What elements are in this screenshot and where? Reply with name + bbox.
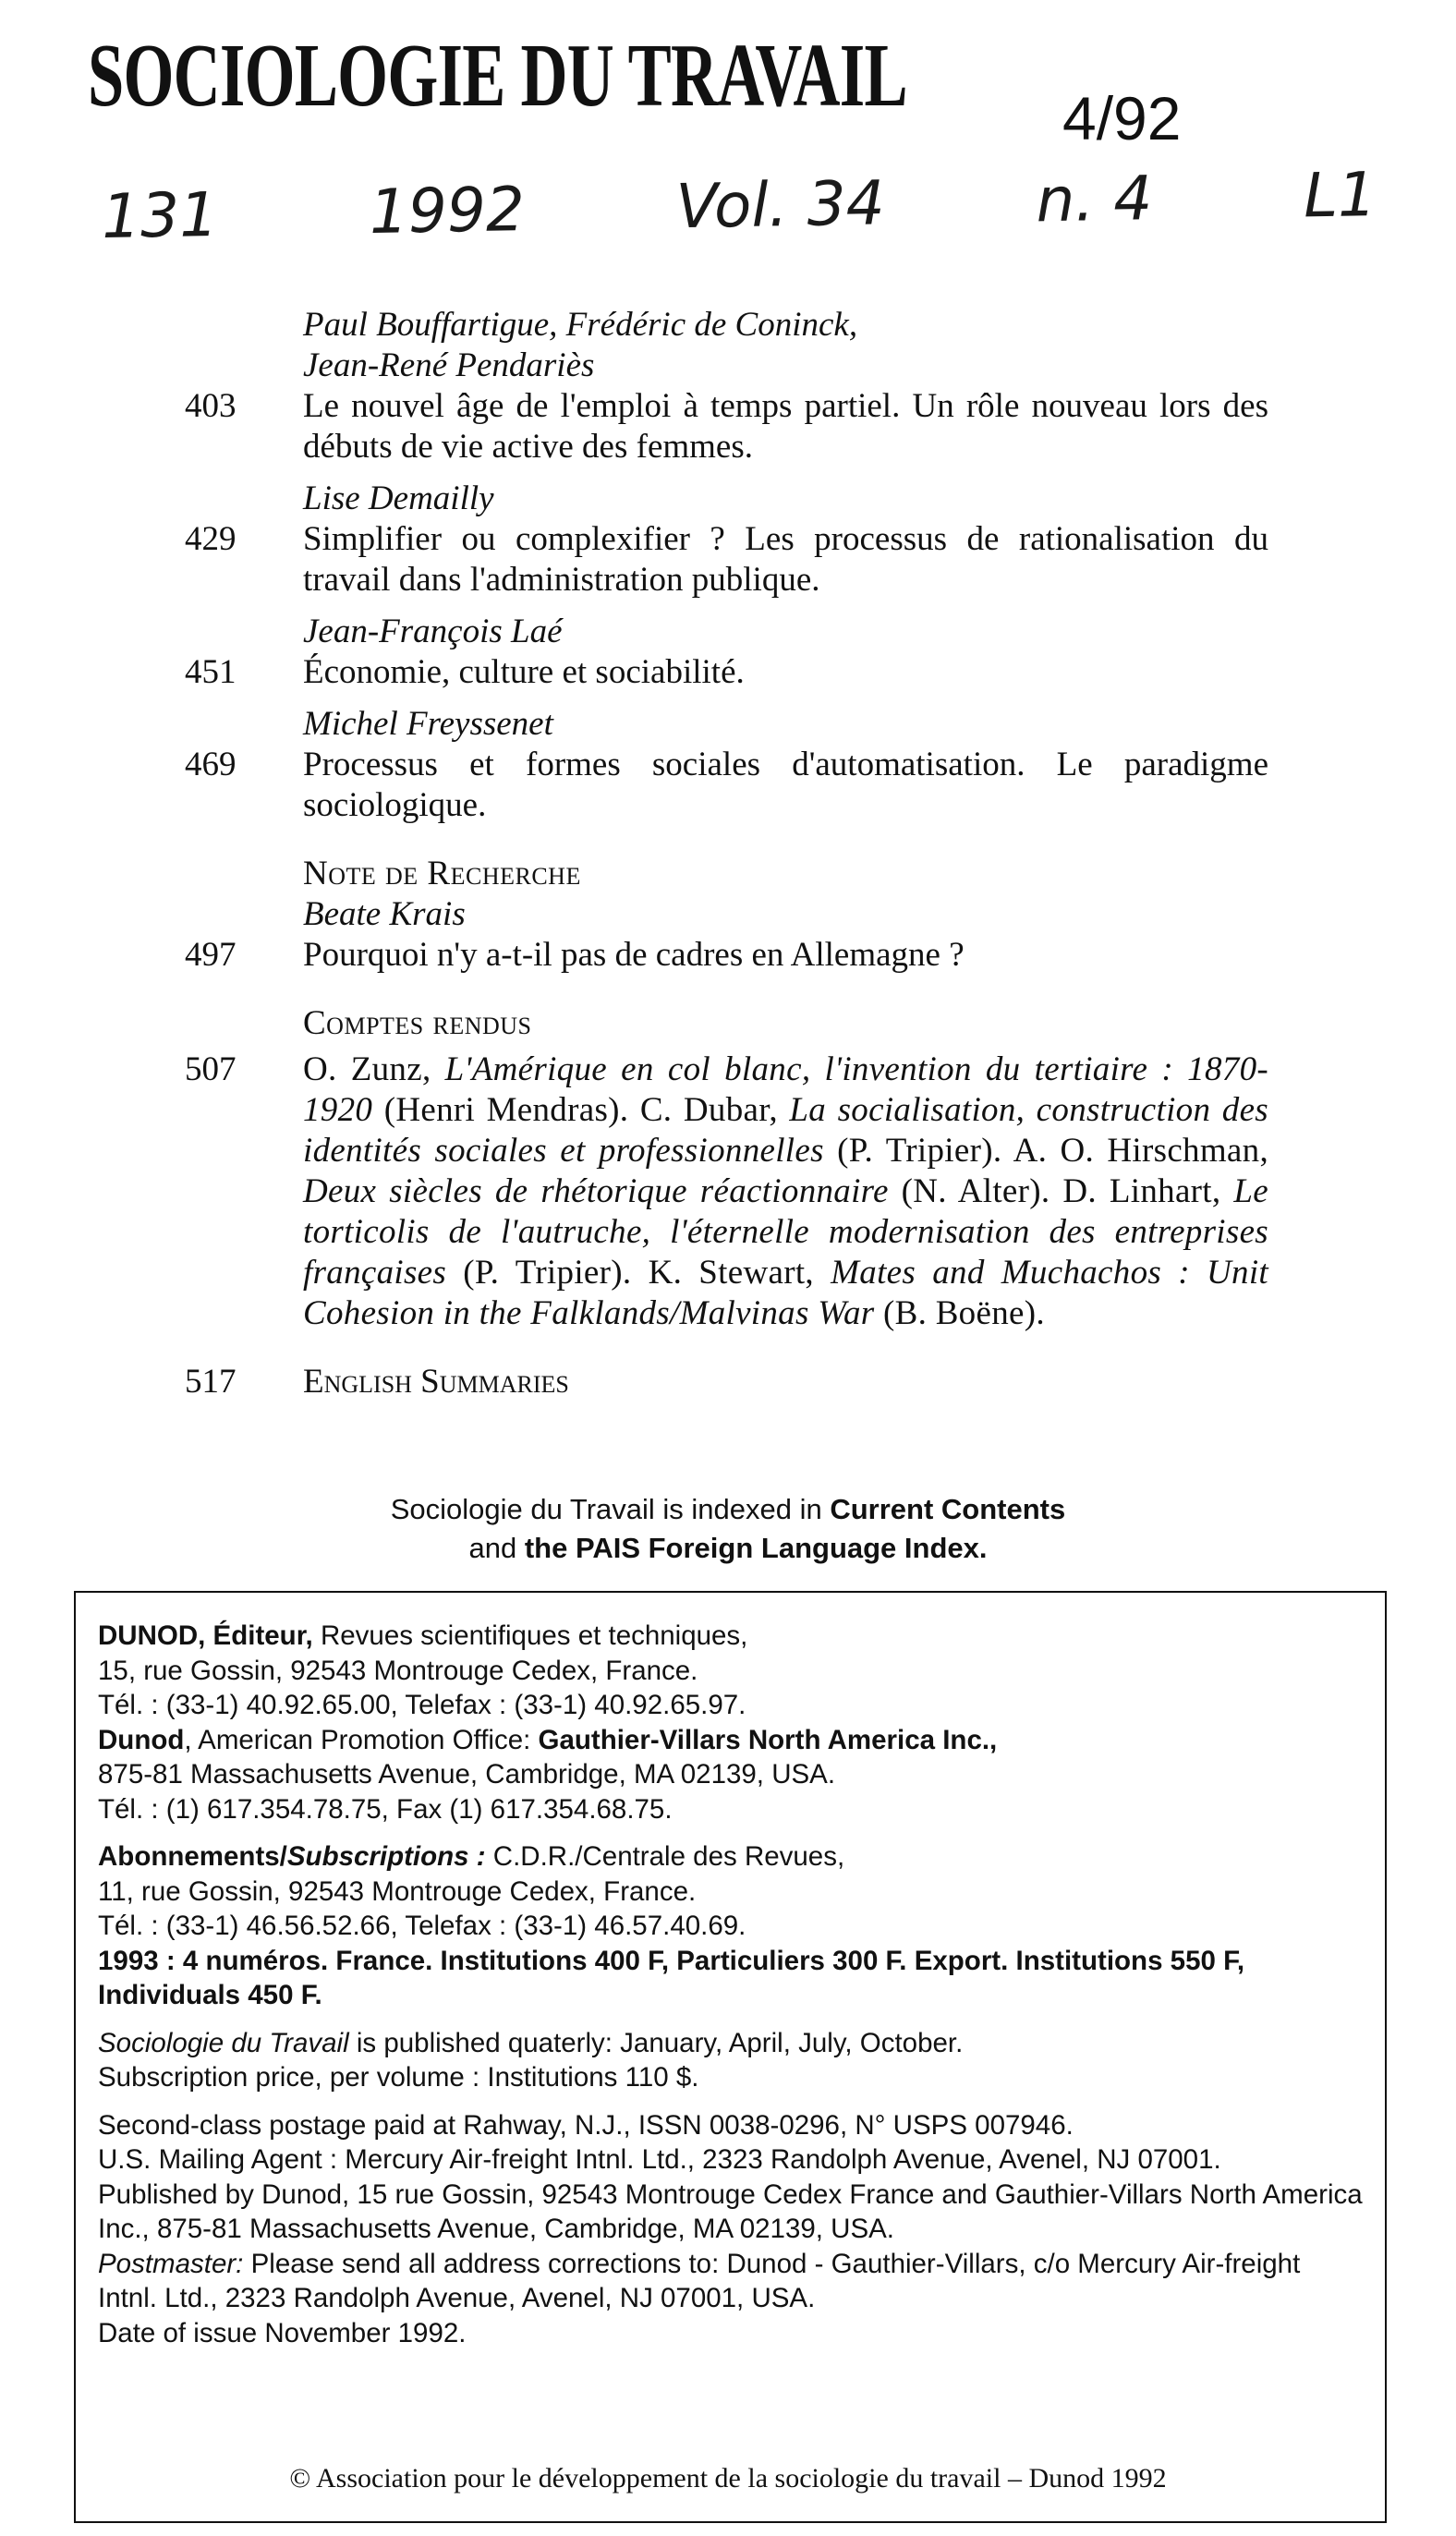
toc-page-number: 507 xyxy=(185,1050,237,1088)
toc-title: Le nouvel âge de l'emploi à temps partiel. Un rôle nouveau lors des débuts de vie active des femmes. xyxy=(303,387,1268,466)
publication-frequency: is published quaterly: January, April, July, October. xyxy=(348,2027,964,2058)
publisher-phone: Tél. : (33-1) 40.92.65.00, Telefax : (33-1) 40.92.65.97. xyxy=(98,1690,746,1720)
postage-info: Second-class postage paid at Rahway, N.J., ISSN 0038-0296, N° USPS 007946. xyxy=(98,2109,1074,2141)
toc-page-number: 451 xyxy=(185,653,237,691)
handwritten-issue: n. 4 xyxy=(1035,163,1153,237)
subscription-prices: 1993 : 4 numéros. France. Institutions 400 F, Particuliers 300 F. Export. Institutions 550 F, Individuals 450 F. xyxy=(98,1945,1245,2010)
toc-title: Processus et formes sociales d'automatisation. Le paradigme sociologique. xyxy=(303,746,1268,824)
postmaster-label: Postmaster: xyxy=(98,2248,244,2279)
publisher-info-box xyxy=(74,1591,1387,2523)
reviews-text xyxy=(303,1050,1268,1334)
review-text: (Henri Mendras). C. Dubar, xyxy=(372,1091,790,1129)
toc-author: Paul Bouffartigue, Frédéric de Coninck, xyxy=(303,306,858,344)
handwritten-volume: Vol. 34 xyxy=(675,167,886,243)
review-text: (N. Alter). D. Linhart, xyxy=(888,1172,1234,1210)
handwritten-number: 131 xyxy=(101,178,219,253)
research-note-heading: Note de Recherche xyxy=(303,855,581,892)
table-of-contents xyxy=(0,305,1456,1414)
us-office-address: 875-81 Massachusetts Avenue, Cambridge, MA 02139, USA. xyxy=(98,1759,836,1790)
toc-title: Économie, culture et sociabilité. xyxy=(303,653,745,691)
subscriptions-phone: Tél. : (33-1) 46.56.52.66, Telefax : (33-1) 46.57.40.69. xyxy=(98,1911,746,1941)
reviews-entry xyxy=(0,1003,1456,1334)
research-note-entry xyxy=(0,854,1456,976)
journal-name: Sociologie du Travail xyxy=(98,2027,349,2058)
us-office-name: Dunod xyxy=(98,1724,185,1755)
english-summaries-label: English Summaries xyxy=(303,1363,569,1401)
review-book-title: Mates and Muchachos : Unit Cohesion in the Falklands/Malvinas War xyxy=(303,1254,1268,1332)
toc-author: Lise Demailly xyxy=(303,479,494,517)
publisher-name: DUNOD, Éditeur, xyxy=(98,1620,313,1651)
index-note-bold: the PAIS Foreign Language Index. xyxy=(524,1532,988,1564)
subscriptions-org: C.D.R./Centrale des Revues, xyxy=(485,1841,845,1872)
english-summaries-entry xyxy=(0,1362,1456,1402)
toc-title: Pourquoi n'y a-t-il pas de cadres en Allemagne ? xyxy=(303,936,965,974)
toc-page-number: 429 xyxy=(185,520,237,558)
review-book-title: La socialisation, construction des identités sociales et professionnelles xyxy=(303,1091,1268,1170)
us-office-phone: Tél. : (1) 617.354.78.75, Fax (1) 617.354.68.75. xyxy=(98,1793,673,1825)
issue-number: 4/92 xyxy=(1062,84,1182,152)
toc-page-number: 517 xyxy=(185,1363,237,1401)
toc-author: Jean-François Laé xyxy=(303,613,563,650)
toc-page-number: 497 xyxy=(185,936,237,974)
copyright-line: © Association pour le développement de la sociologie du travail – Dunod 1992 xyxy=(289,2463,1167,2494)
toc-page-number: 403 xyxy=(185,387,237,425)
handwritten-shelf: L1 xyxy=(1303,158,1377,232)
publisher-address: 15, rue Gossin, 92543 Montrouge Cedex, France. xyxy=(98,1655,698,1686)
toc-entry xyxy=(0,479,1456,601)
postmaster-text: Please send all address corrections to: Dunod - Gauthier-Villars, c/o Mercury Air-freight Intnl. Ltd., 2323 Randolph Avenue, Avenel, NJ 07001, USA. xyxy=(98,2248,1301,2313)
subscription-price-usd: Subscription price, per volume : Institutions 110 $. xyxy=(98,2062,699,2093)
review-text: O. Zunz, xyxy=(303,1050,445,1088)
publisher-desc: Revues scientifiques et techniques, xyxy=(312,1620,748,1651)
reviews-heading: Comptes rendus xyxy=(303,1004,532,1042)
review-text: (P. Tripier). A. O. Hirschman, xyxy=(823,1132,1268,1170)
handwritten-annotation xyxy=(101,153,1377,259)
subscriptions-label: Abonnements/ xyxy=(98,1841,287,1872)
review-book-title: Le torticolis de l'autruche, l'éternelle modernisation des entreprises françaises xyxy=(303,1172,1268,1292)
toc-author: Beate Krais xyxy=(303,895,466,933)
index-note-text: and xyxy=(468,1532,525,1564)
mailing-agent: U.S. Mailing Agent : Mercury Air-freight Intnl. Ltd., 2323 Randolph Avenue, Avenel, NJ 07001. xyxy=(98,2144,1221,2175)
toc-entry xyxy=(0,704,1456,826)
review-book-title: L'Amérique en col blanc, l'invention du tertiaire : 1870-1920 xyxy=(303,1050,1268,1129)
toc-page-number: 469 xyxy=(185,746,237,783)
review-book-title: Deux siècles de rhétorique réactionnaire xyxy=(303,1172,889,1210)
toc-entry xyxy=(0,612,1456,693)
index-note-bold: Current Contents xyxy=(830,1493,1066,1525)
subscriptions-address: 11, rue Gossin, 92543 Montrouge Cedex, France. xyxy=(98,1875,697,1907)
toc-entry xyxy=(0,305,1456,467)
review-text: (P. Tripier). K. Stewart, xyxy=(446,1254,831,1292)
review-text: (B. Boëne). xyxy=(874,1294,1045,1332)
us-office-desc: , American Promotion Office: xyxy=(184,1724,539,1755)
journal-title: SOCIOLOGIE DU TRAVAIL xyxy=(88,26,907,126)
toc-author: Michel Freyssenet xyxy=(303,705,553,743)
published-by: Published by Dunod, 15 rue Gossin, 92543 Montrouge Cedex France and Gauthier-Villars North America Inc., 875-81 Massachusetts Avenue, Cambridge, MA 02139, USA. xyxy=(98,2178,1363,2244)
date-of-issue: Date of issue November 1992. xyxy=(98,2317,467,2348)
index-note-text: Sociologie du Travail is indexed in xyxy=(390,1493,831,1525)
handwritten-year: 1992 xyxy=(369,174,526,248)
toc-title: Simplifier ou complexifier ? Les processus de rationalisation du travail dans l'administration publique. xyxy=(303,520,1268,599)
toc-author: Jean-René Pendariès xyxy=(303,346,595,384)
index-note xyxy=(0,1490,1456,1568)
us-office-company: Gauthier-Villars North America Inc., xyxy=(538,1724,998,1755)
subscriptions-label-en: Subscriptions : xyxy=(286,1841,486,1872)
